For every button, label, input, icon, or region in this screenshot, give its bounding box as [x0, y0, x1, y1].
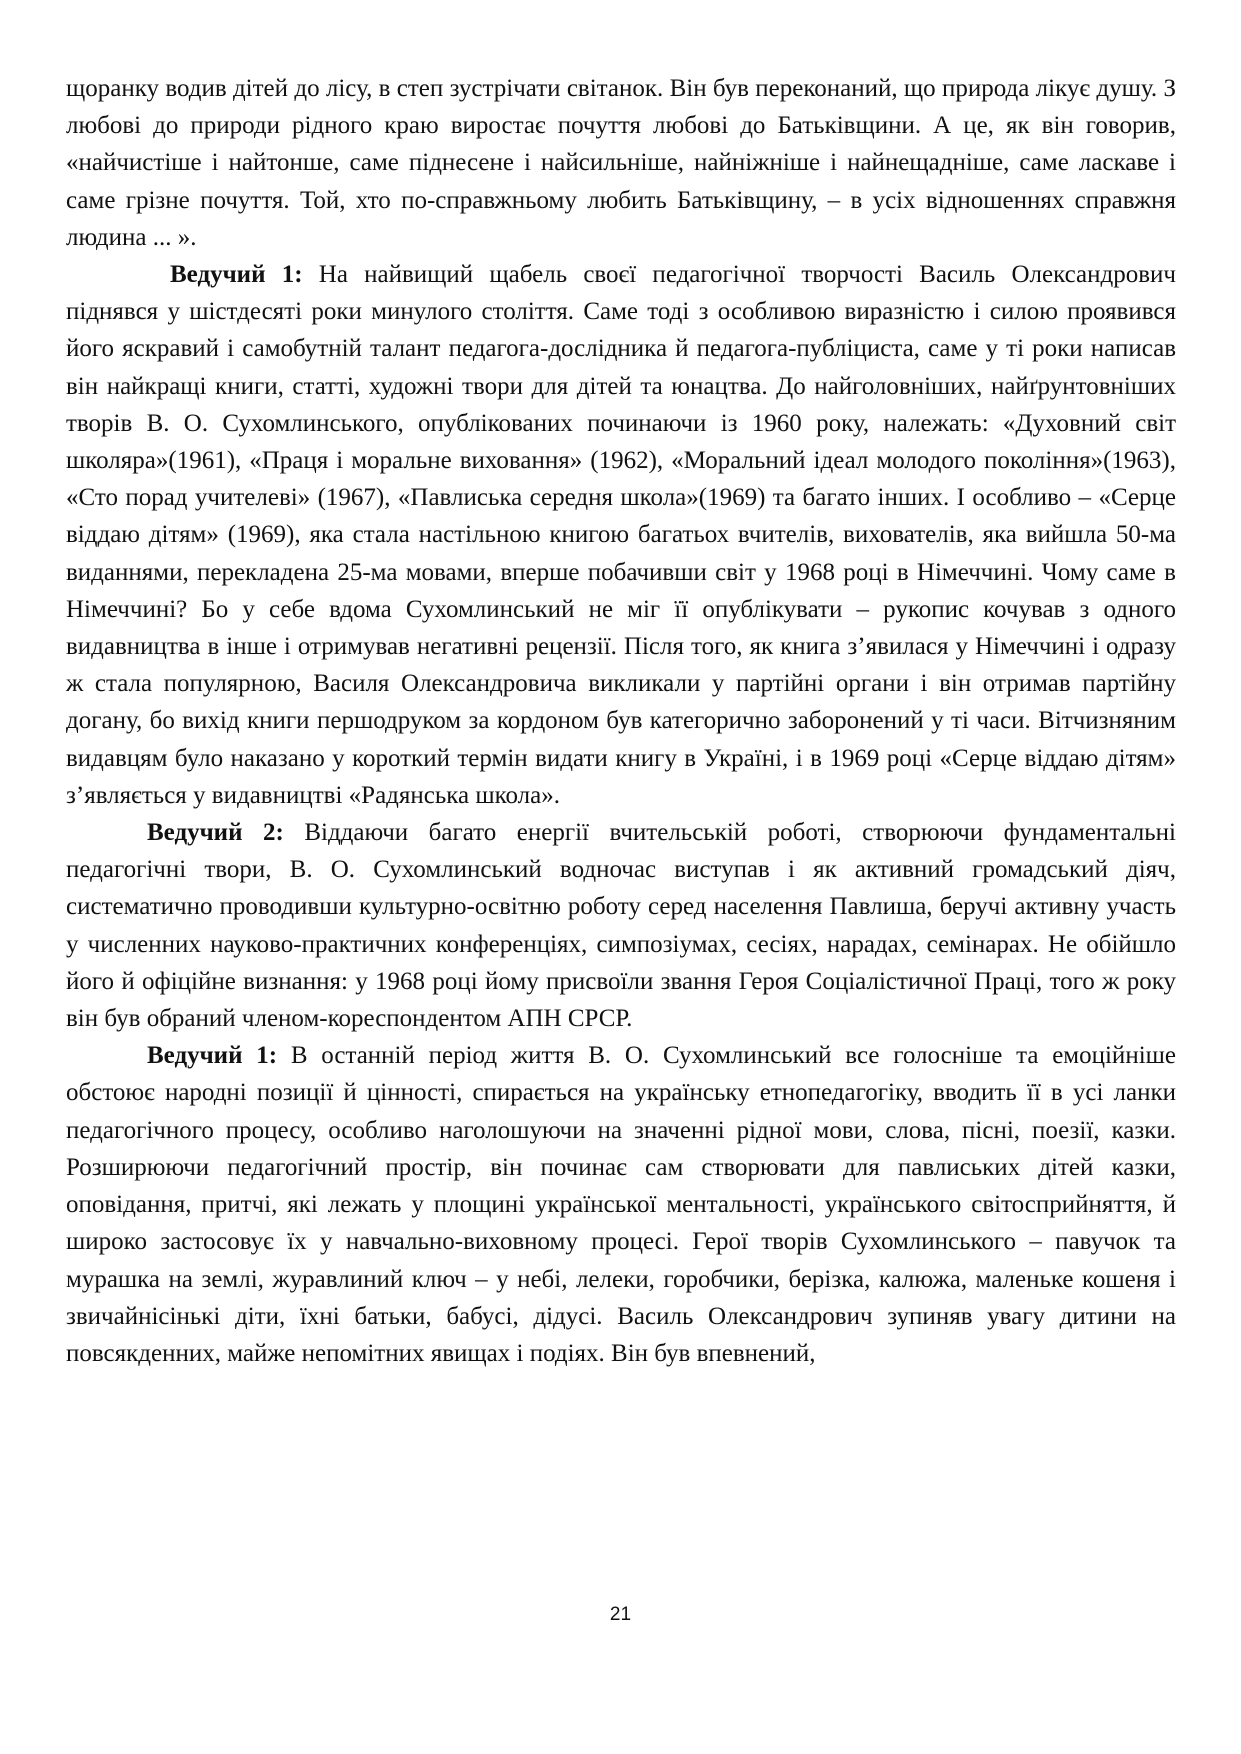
paragraph-intro: [66, 70, 1176, 256]
speaker-label: Ведучий 1:: [147, 1042, 278, 1070]
document-page: [66, 70, 1176, 1372]
paragraph-text: Віддаючи багато енергії вчительській роботі, створюючи фундаментальні педагогічні твори, В. О. Сухомлинський водночас виступав і як активний громадський діяч, систематично проводивши культурно-освітню роботу серед населення Павлиша, беручі активну участь у численних науково-практичних конференціях, симпозіумах, сесіях, нарадах, семінарах. Не обійшло його й офіційне визнання: у 1968 році йому присвоїли звання Героя Соціалістичної Праці, того ж року він був обраний членом-кореспондентом АПН СРСР.: [66, 819, 1176, 1033]
paragraph-host-1-last-period: [66, 1037, 1176, 1372]
paragraph-host-2-public-work: [66, 814, 1176, 1037]
page-number: 21: [609, 1604, 632, 1625]
paragraph-text: щоранку водив дітей до лісу, в степ зустрічати світанок. Він був переконаний, що природа лікує душу. З любові до природи рідного краю виростає почуття любові до Батьківщини. А це, як він говорив, «найчистіше і найтонше, саме піднесене і найсильніше, найніжніше і найнещадніше, саме ласкаве і саме грізне почуття. Той, хто по-справжньому любить Батьківщину, – в усіх відношеннях справжня людина ... ».: [66, 75, 1176, 251]
paragraph-host-1-sixties: [66, 256, 1176, 814]
paragraph-text: На найвищий щабель своєї педагогічної творчості Василь Олександрович піднявся у шістдесяті роки минулого століття. Саме тоді з особливою виразністю і силою проявився його яскравий і самобутній талант педагога-дослідника й педагога-публіциста, саме у ті роки написав він найкращі книги, статті, художні твори для дітей та юнацтва. До найголовніших, найґрунтовніших творів В. О. Сухомлинського, опублікованих починаючи із 1960 року, належать: «Духовний світ школяра»(1961), «Праця і моральне виховання» (1962), «Моральний ідеал молодого покоління»(1963), «Сто порад учителеві» (1967), «Павлиська середня школа»(1969) та багато інших. І особливо – «Серце віддаю дітям» (1969), яка стала настільною книгою багатьох вчителів, вихователів, яка вийшла 50-ма виданнями, перекладена 25-ма мовами, вперше побачивши світ у 1968 році в Німеччині. Чому саме в Німеччині? Бо у себе вдома Сухомлинський не міг її опублікувати – рукопис кочував з одного видавництва в інше і отримував негативні рецензії. Після того, як книга з’явилася у Німеччині і одразу ж стала популярною, Василя Олександровича викликали у партійні органи і він отримав партійну догану, бо вихід книги першодруком за кордоном був категорично заборонений у ті часи. Вітчизняним видавцям було наказано у короткий термін видати книгу в Україні, і в 1969 році «Серце віддаю дітям» з’являється у видавництві «Радянська школа».: [66, 261, 1176, 809]
speaker-label: Ведучий 2:: [147, 819, 284, 847]
speaker-label: Ведучий 1:: [170, 261, 303, 289]
paragraph-text: В останній період життя В. О. Сухомлинський все голосніше та емоційніше обстоює народні позиції й цінності, спирається на українську етнопедагогіку, вводить її в усі ланки педагогічного процесу, особливо наголошуючи на значенні рідної мови, слова, пісні, поезії, казки. Розширюючи педагогічний простір, він починає сам створювати для павлиських дітей казки, оповідання, притчі, які лежать у площині української ментальності, українського світосприйняття, й широко застосовує їх у навчально-виховному процесі. Герої творів Сухомлинського – павучок та мурашка на землі, журавлиний ключ – у небі, лелеки, горобчики, берізка, калюжа, маленьке кошеня і звичайнісінькі діти, їхні батьки, бабусі, дідусі. Василь Олександрович зупиняв увагу дитини на повсякденних, майже непомітних явищах і подіях. Він був впевнений,: [66, 1042, 1176, 1367]
